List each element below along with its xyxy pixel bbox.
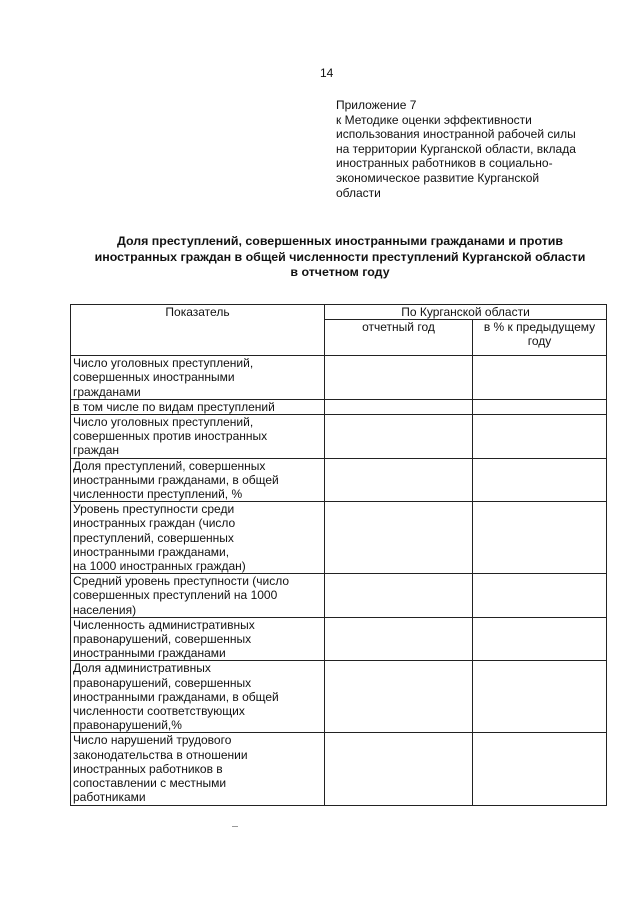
indicator-line: законодательства в отношении — [73, 747, 248, 762]
table-row — [71, 356, 607, 400]
indicator-line: правонарушений,% — [73, 718, 182, 733]
appendix-reference — [336, 98, 596, 200]
indicator-cell — [71, 733, 325, 805]
appendix-line: на территории Курганской области, вклада — [336, 141, 576, 156]
report-year-cell[interactable] — [325, 458, 473, 502]
report-year-cell[interactable] — [325, 733, 473, 805]
indicator-line: правонарушений, совершенных — [73, 632, 252, 647]
report-year-cell[interactable] — [325, 399, 473, 414]
indicator-line: Средний уровень преступности (число — [73, 574, 290, 589]
indicator-line: иностранных граждан (число — [73, 516, 236, 531]
indicator-line: иностранными гражданами, — [73, 544, 230, 559]
indicator-line: правонарушений, совершенных — [73, 675, 252, 690]
indicator-line: численности соответствующих — [73, 704, 245, 719]
indicator-line: Доля преступлений, совершенных — [73, 458, 266, 473]
appendix-line: экономическое развитие Курганской — [336, 170, 540, 185]
title-line: Доля преступлений, совершенных иностранными гражданами и против — [116, 234, 564, 248]
indicator-line: гражданами — [73, 384, 141, 399]
header-percent-line: году — [527, 334, 552, 349]
indicator-cell — [71, 415, 325, 459]
indicator-cell — [71, 574, 325, 618]
indicator-cell — [71, 356, 325, 400]
indicator-cell — [71, 661, 325, 733]
appendix-line: к Методике оценки эффективности — [336, 112, 532, 127]
indicator-line: преступлений, совершенных — [73, 530, 234, 545]
percent-cell[interactable] — [473, 617, 607, 661]
indicator-line: населения) — [73, 602, 137, 617]
table-row — [71, 415, 607, 459]
indicator-cell — [71, 458, 325, 502]
table-row — [71, 661, 607, 733]
table-row — [71, 399, 607, 414]
indicator-line: совершенных иностранными — [73, 370, 235, 385]
table-row — [71, 733, 607, 805]
percent-cell[interactable] — [473, 415, 607, 459]
indicator-line: совершенных против иностранных — [73, 429, 268, 444]
indicator-line: иностранными гражданами — [73, 646, 226, 661]
indicator-line: численности преступлений, % — [73, 487, 243, 502]
appendix-line: использования иностранной рабочей силы — [336, 127, 576, 142]
table-row — [71, 458, 607, 502]
title-line: в отчетном году — [290, 265, 390, 279]
indicator-cell — [71, 399, 325, 414]
indicator-line: иностранными гражданами, в общей — [73, 689, 279, 704]
indicator-line: иностранных работников в — [73, 761, 223, 776]
scan-mark — [232, 826, 238, 827]
indicator-line: в том числе по видам преступлений — [73, 399, 275, 414]
header-indicator: Показатель — [71, 305, 325, 356]
header-region: По Курганской области — [325, 305, 607, 320]
percent-cell[interactable] — [473, 661, 607, 733]
report-year-cell[interactable] — [325, 502, 473, 574]
percent-cell[interactable] — [473, 458, 607, 502]
header-percent-line: в % к предыдущему — [483, 320, 596, 335]
percent-cell[interactable] — [473, 356, 607, 400]
appendix-line: иностранных работников в социально- — [336, 156, 553, 171]
report-year-cell[interactable] — [325, 617, 473, 661]
indicator-line: граждан — [73, 443, 120, 458]
document-title — [60, 234, 620, 281]
indicator-line: сопоставлении с местными — [73, 776, 227, 791]
indicator-line: Число уголовных преступлений, — [73, 356, 254, 371]
crime-share-table — [70, 304, 607, 806]
indicator-line: Число уголовных преступлений, — [73, 415, 254, 430]
percent-cell[interactable] — [473, 502, 607, 574]
appendix-line: области — [336, 185, 381, 200]
indicator-cell — [71, 502, 325, 574]
report-year-cell[interactable] — [325, 415, 473, 459]
indicator-line: иностранными гражданами, в общей — [73, 472, 279, 487]
indicator-line: Доля административных — [73, 661, 211, 676]
indicator-line: работниками — [73, 790, 146, 805]
table-row — [71, 502, 607, 574]
indicator-line: Уровень преступности среди — [73, 502, 235, 517]
report-year-cell[interactable] — [325, 661, 473, 733]
appendix-line: Приложение 7 — [336, 98, 417, 112]
indicator-line: Численность административных — [73, 617, 255, 632]
report-year-cell[interactable] — [325, 356, 473, 400]
indicator-line: на 1000 иностранных граждан) — [73, 559, 246, 574]
header-report-year: отчетный год — [325, 320, 473, 356]
table-row — [71, 574, 607, 618]
table-row — [71, 617, 607, 661]
page-number: 14 — [320, 66, 334, 80]
title-line: иностранных граждан в общей численности преступлений Курганской области — [94, 249, 586, 264]
header-percent-prev-year — [473, 320, 607, 356]
indicator-line: совершенных преступлений на 1000 — [73, 588, 278, 603]
percent-cell[interactable] — [473, 733, 607, 805]
indicator-line: Число нарушений трудового — [73, 733, 232, 748]
percent-cell[interactable] — [473, 574, 607, 618]
report-year-cell[interactable] — [325, 574, 473, 618]
percent-cell[interactable] — [473, 399, 607, 414]
indicator-cell — [71, 617, 325, 661]
